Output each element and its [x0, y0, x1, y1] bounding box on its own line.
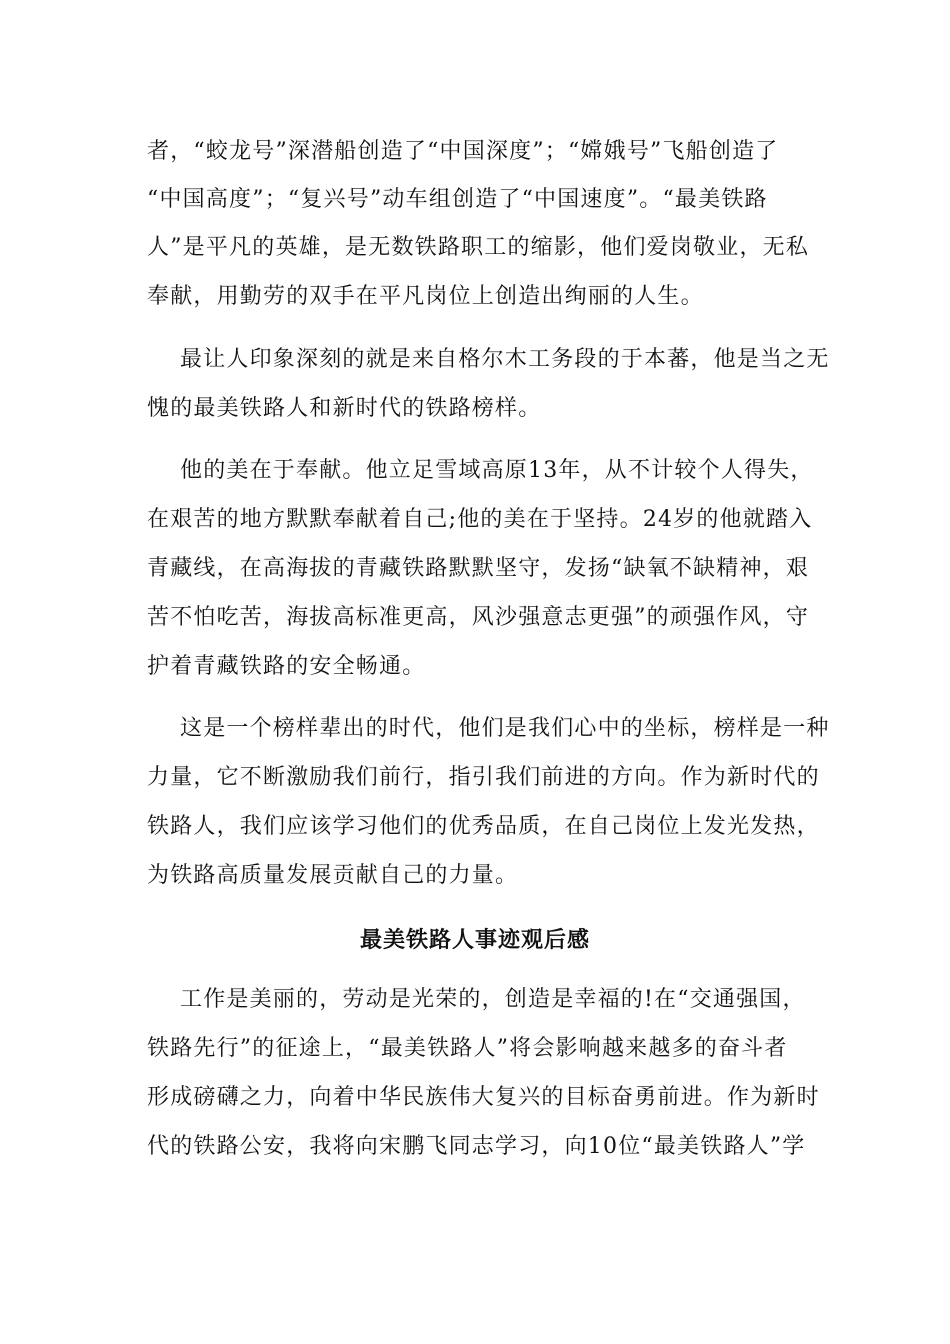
- paragraph-3-line-1: 他的美在于奉献。他立足雪域高原13年，从不计较个人得失，: [180, 458, 814, 483]
- paragraph-2-line-1: 最让人印象深刻的就是来自格尔木工务段的于本蕃，他是当之无: [180, 347, 830, 372]
- paragraph-4-line-4: 为铁路高质量发展贡献自己的力量。: [147, 863, 519, 888]
- section-heading: 最美铁路人事迹观后感: [359, 927, 590, 953]
- paragraph-3-line-3: 青藏线，在高海拔的青藏铁路默默坚守，发扬“缺氧不缺精神，艰: [147, 556, 810, 581]
- paragraph-1-line-1: 者，“蛟龙号”深潜船创造了“中国深度”；“嫦娥号”飞船创造了: [147, 139, 779, 164]
- paragraph-5-line-2: 铁路先行”的征途上，“最美铁路人”将会影响越来越多的奋斗者: [147, 1036, 788, 1061]
- paragraph-4-line-3: 铁路人，我们应该学习他们的优秀品质，在自己岗位上发光发热，: [147, 814, 820, 839]
- paragraph-5-line-4: 代的铁路公安，我将向宋鹏飞同志学习，向10位“最美铁路人”学: [147, 1134, 806, 1159]
- paragraph-1-line-3: 人”是平凡的英雄，是无数铁路职工的缩影，他们爱岗敬业，无私: [147, 235, 810, 260]
- paragraph-4-line-2: 力量，它不断激励我们前行，指引我们前进的方向。作为新时代的: [147, 765, 820, 790]
- paragraph-3-line-2: 在艰苦的地方默默奉献着自己;他的美在于坚持。24岁的他就踏入: [147, 507, 813, 532]
- paragraph-3-line-5: 护着青藏铁路的安全畅通。: [147, 654, 426, 679]
- paragraph-5-line-3: 形成磅礴之力，向着中华民族伟大复兴的目标奋勇前进。作为新时: [147, 1085, 820, 1110]
- paragraph-5-line-1: 工作是美丽的，劳动是光荣的，创造是幸福的!在“交通强国，: [180, 987, 806, 1012]
- paragraph-4-line-1: 这是一个榜样辈出的时代，他们是我们心中的坐标，榜样是一种: [180, 716, 830, 741]
- paragraph-1-line-4: 奉献，用勤劳的双手在平凡岗位上创造出绚丽的人生。: [147, 284, 704, 309]
- paragraph-1-line-2: “中国高度”；“复兴号”动车组创造了“中国速度”。“最美铁路: [147, 187, 768, 212]
- paragraph-2-line-2: 愧的最美铁路人和新时代的铁路榜样。: [147, 396, 542, 421]
- paragraph-3-line-4: 苦不怕吃苦，海拔高标准更高，风沙强意志更强”的顽强作风，守: [147, 605, 810, 630]
